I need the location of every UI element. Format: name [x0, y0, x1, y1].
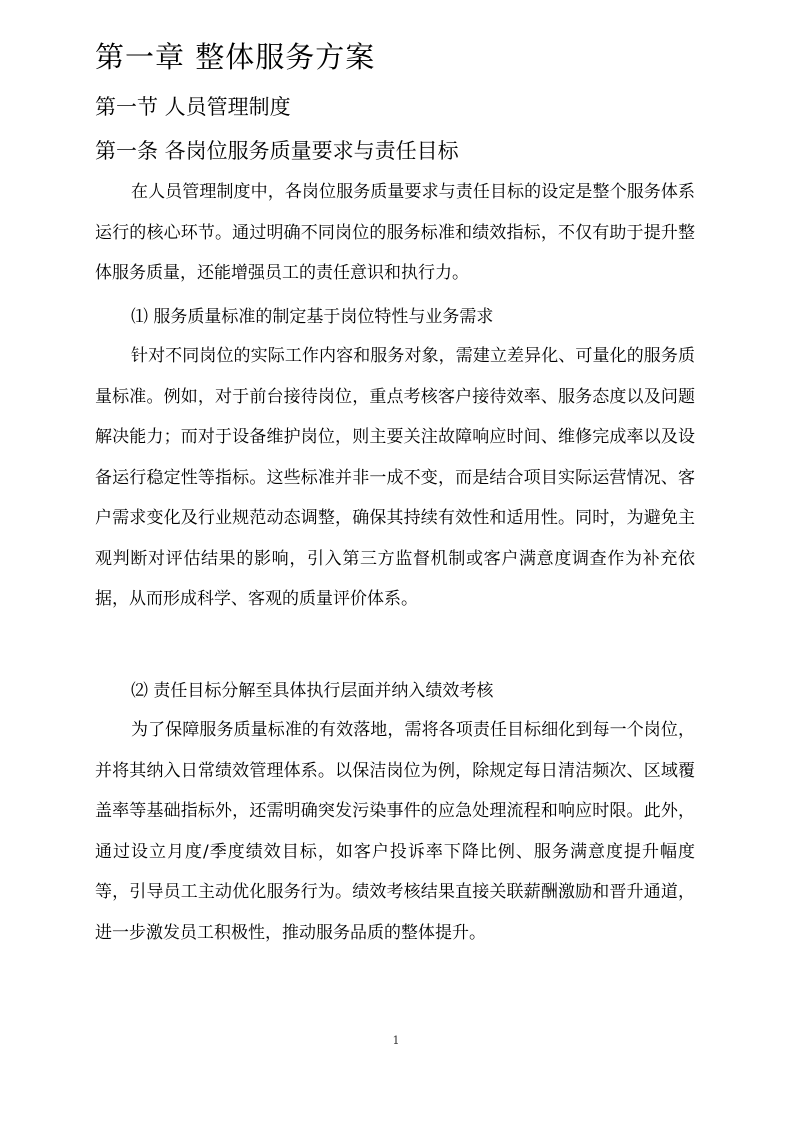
intro-paragraph: 在人员管理制度中，各岗位服务质量要求与责任目标的设定是整个服务体系运行的核心环节。通过明确不同岗位的服务标准和绩效指标，不仅有助于提升整体服务质量，还能增强员工的责任意识和执行力。 [95, 182, 695, 283]
chapter-title: 第一章 整体服务方案 [95, 40, 376, 74]
section-title: 第一节 人员管理制度 [95, 95, 291, 119]
page-number: 1 [392, 1034, 400, 1047]
subheading-responsibility-targets: ⑵ 责任目标分解至具体执行层面并纳入绩效考核 [131, 681, 494, 701]
article-title: 第一条 各岗位服务质量要求与责任目标 [95, 139, 459, 163]
quality-standards-paragraph: 针对不同岗位的实际工作内容和服务对象，需建立差异化、可量化的服务质量标准。例如，对于前台接待岗位，重点考核客户接待效率、服务态度以及问题解决能力；而对于设备维护岗位，则主要关注故障响应时间、维修完成率以及设备运行稳定性等指标。这些标准并非一成不变，而是结合项目实际运营情况、客户需求变化及行业规范动态调整，确保其持续有效性和适用性。同时，为避免主观判断对评估结果的影响，引入第三方监督机制或客户满意度调查作为补充依据，从而形成科学、客观的质量评价体系。 [95, 346, 695, 609]
responsibility-targets-paragraph: 为了保障服务质量标准的有效落地，需将各项责任目标细化到每一个岗位，并将其纳入日常绩效管理体系。以保洁岗位为例，除规定每日清洁频次、区域覆盖率等基础指标外，还需明确突发污染事件的应急处理流程和响应时限。此外，通过设立月度/季度绩效目标，如客户投诉率下降比例、服务满意度提升幅度等，引导员工主动优化服务行为。绩效考核结果直接关联薪酬激励和晋升通道，进一步激发员工积极性，推动服务品质的整体提升。 [95, 720, 695, 943]
subheading-quality-standards: ⑴ 服务质量标准的制定基于岗位特性与业务需求 [131, 307, 494, 327]
